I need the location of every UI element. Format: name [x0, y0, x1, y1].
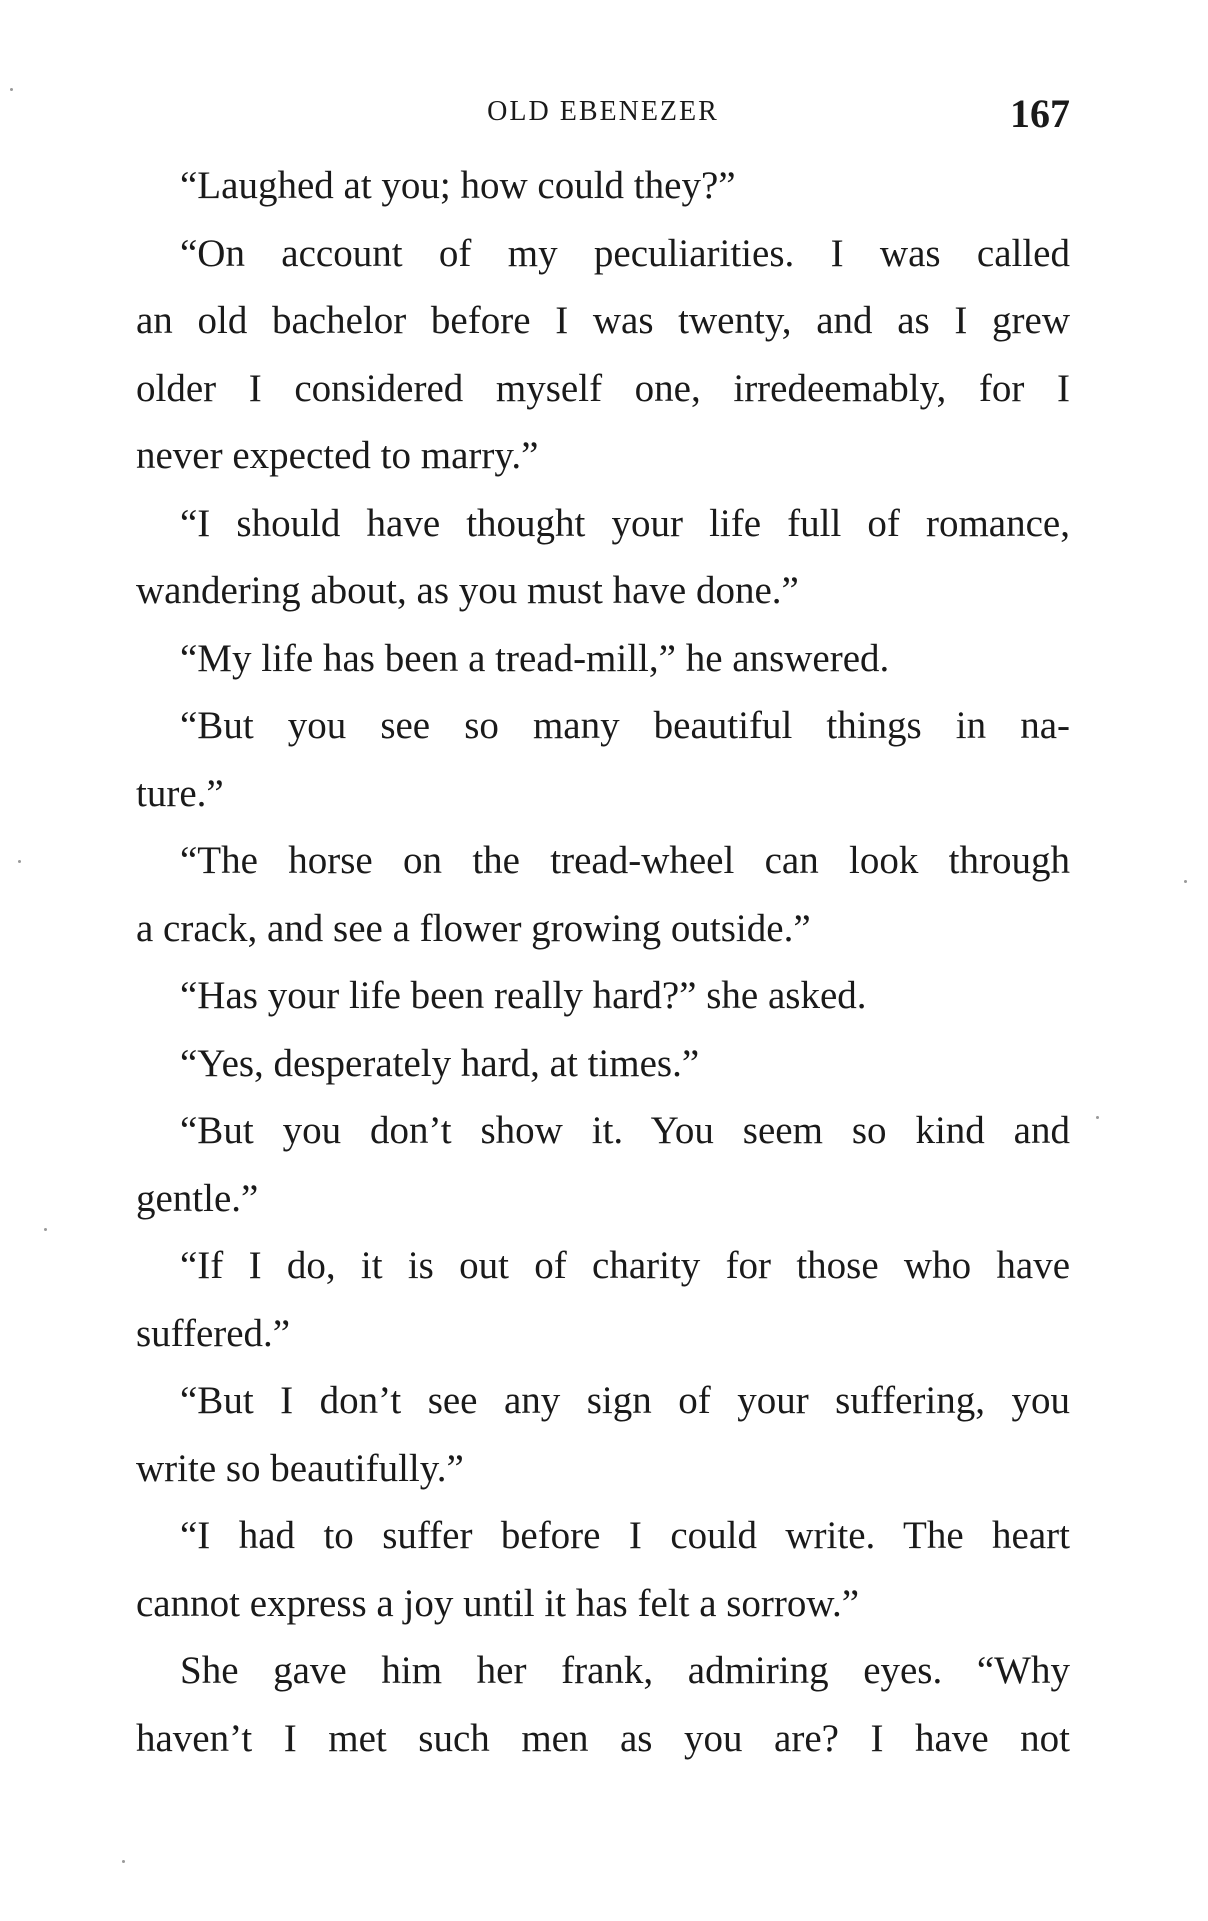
text-line: a crack, and see a flower growing outside.” — [136, 906, 811, 950]
text-line: “The horse on the tread-wheel can look through — [180, 839, 1070, 882]
text-line: haven’t I met such men as you are? I have not — [136, 1716, 1070, 1760]
text-line: She gave him her frank, admiring eyes. “Why — [180, 1649, 1070, 1692]
text-line: “Yes, desperately hard, at times.” — [180, 1041, 700, 1085]
text-line: “If I do, it is out of charity for those who have — [180, 1244, 1070, 1287]
scan-speck — [10, 88, 13, 91]
scan-speck — [1096, 1116, 1099, 1119]
scan-speck — [18, 860, 21, 863]
text-line: write so beautifully.” — [136, 1446, 464, 1490]
text-line: “Has your life been really hard?” she asked. — [180, 974, 867, 1017]
text-line: older I considered myself one, irredeemably, for I — [136, 366, 1070, 410]
text-line: wandering about, as you must have done.” — [136, 569, 799, 612]
text-line: “My life has been a tread-mill,” he answered. — [180, 636, 890, 680]
text-line: “Laughed at you; how could they?” — [180, 164, 736, 207]
text-line: gentle.” — [136, 1176, 259, 1220]
text-line: “But I don’t see any sign of your suffering, you — [180, 1379, 1070, 1422]
scan-speck — [122, 1860, 125, 1863]
text-line: “But you don’t show it. You seem so kind and — [180, 1109, 1070, 1152]
text-line: never expected to marry.” — [136, 434, 539, 477]
text-line: an old bachelor before I was twenty, and as I grew — [136, 299, 1070, 342]
scan-speck — [1184, 880, 1187, 883]
text-line: cannot express a joy until it has felt a sorrow.” — [136, 1581, 860, 1625]
text-line: suffered.” — [136, 1311, 291, 1355]
text-line: “I had to suffer before I could write. The heart — [180, 1514, 1070, 1557]
running-title: OLD EBENEZER — [487, 96, 719, 127]
text-line: “On account of my peculiarities. I was called — [180, 231, 1070, 275]
text-line: “But you see so many beautiful things in na- — [180, 704, 1070, 747]
page-number: 167 — [1010, 91, 1070, 136]
text-line: ture.” — [136, 771, 224, 815]
text-line: “I should have thought your life full of romance, — [180, 501, 1070, 545]
running-head — [136, 91, 1070, 136]
body-text — [136, 152, 1070, 1772]
scan-speck — [44, 1228, 47, 1231]
